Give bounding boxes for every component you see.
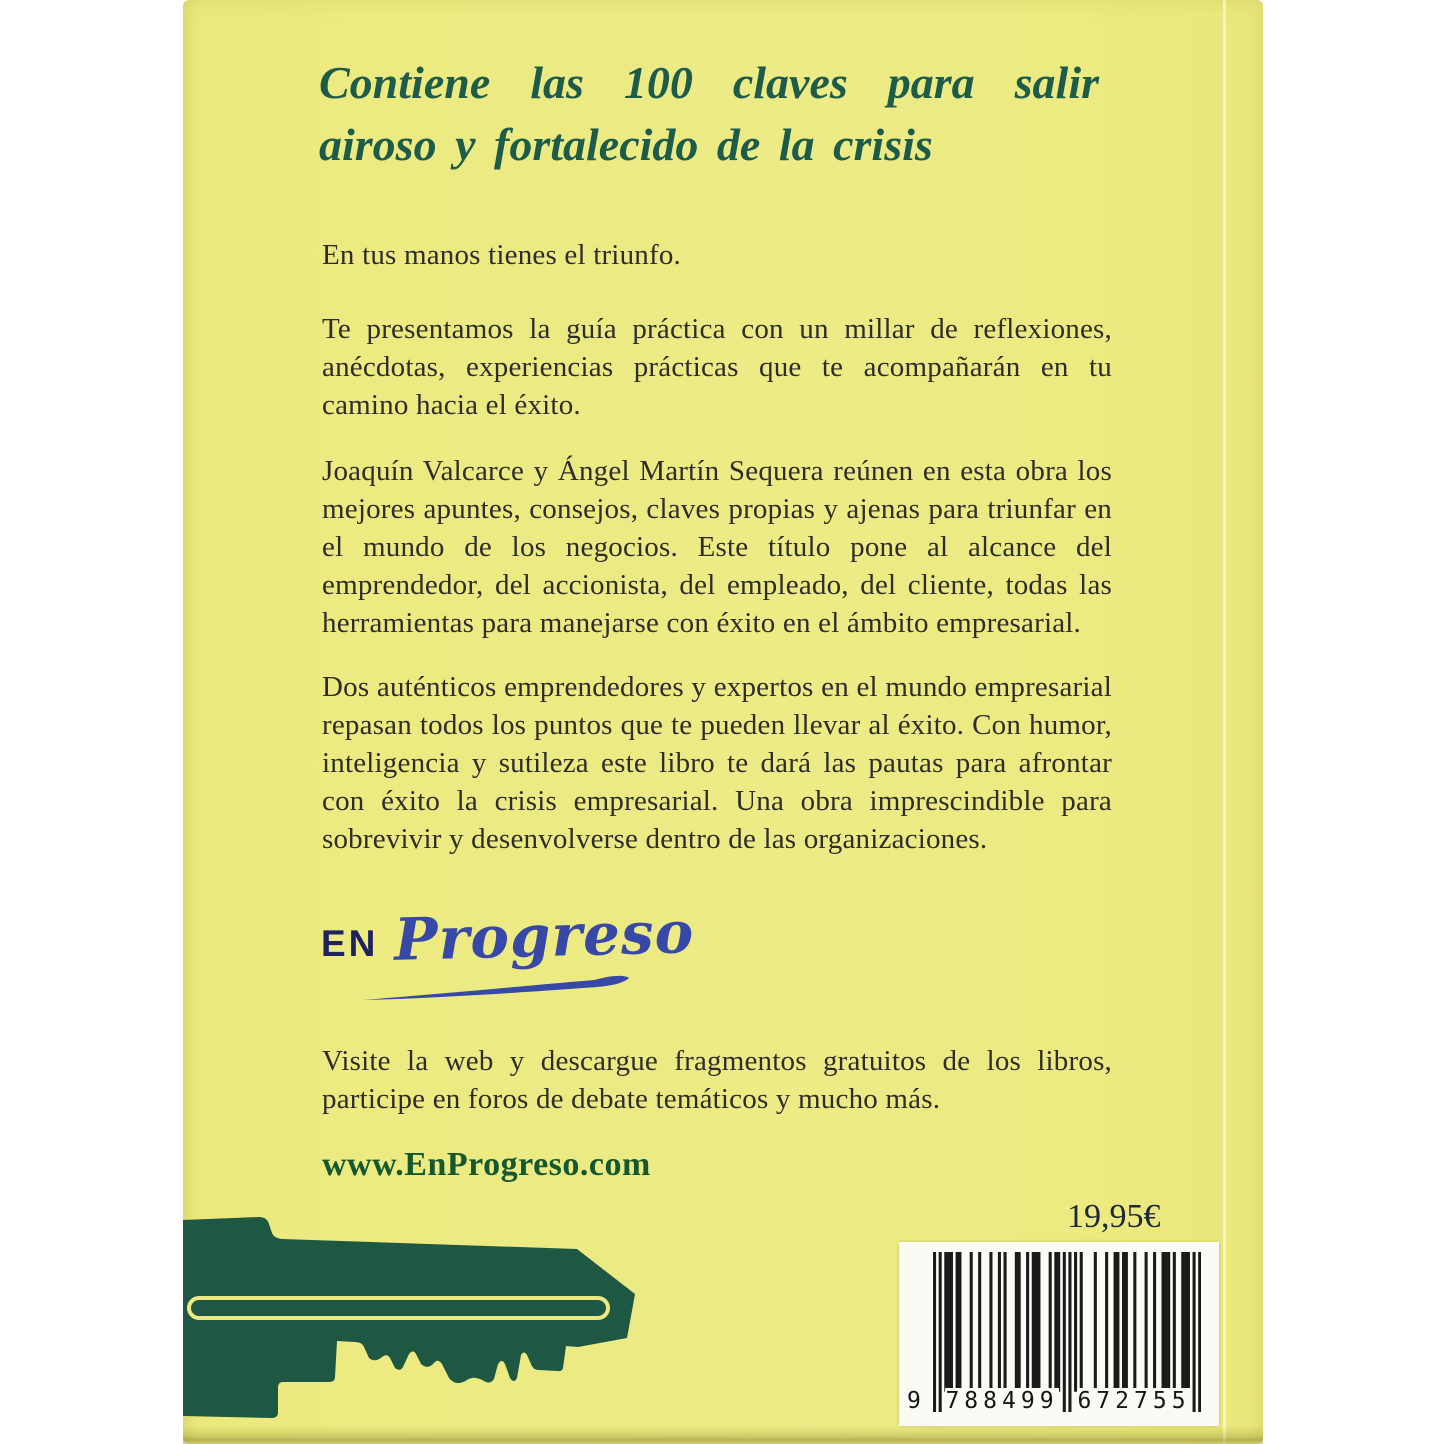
barcode-digit-group2: 672755 [1077,1388,1191,1414]
website-url: www.EnProgreso.com [322,1146,651,1183]
web-note: Visite la web y descargue fragmentos gratuitos de los libros, participe en foros de debate temáticos y mucho más. [322,1045,1112,1115]
synopsis-paragraph: Te presentamos la guía práctica con un millar de reflexiones, anécdotas, experiencias prácticas que te acompañarán en tu camino hacia el éxito. [322,313,1112,421]
logo-underline-icon [361,972,631,1002]
back-cover [183,0,1263,1444]
synopsis-paragraph: Dos auténticos emprendedores y expertos en el mundo empresarial repasan todos los puntos que te pueden llevar al éxito. Con humor, inteligencia y sutileza este libro te dará las pautas para afrontar con éxito la crisis empresarial. Una obra imprescindible para sobrevivir y desenvolverse dentro de las organizaciones. [322,671,1112,855]
publisher-logo-en: EN [321,923,379,964]
publisher-logo [321,898,696,974]
key-icon [183,1214,635,1428]
barcode-digit-group1: 788499 [945,1388,1059,1414]
headline-line1: Contiene las 100 claves para salir [319,57,1099,108]
barcode-digit-first: 9 [907,1388,921,1414]
cover-crease [1223,0,1226,1444]
cover-bottom-edge [183,1426,1263,1444]
publisher-logo-progreso: Progreso [393,898,696,974]
headline [319,52,1099,176]
synopsis-paragraph: En tus manos tienes el triunfo. [322,239,681,271]
barcode [899,1242,1219,1426]
headline-line2: airoso y fortalecido de la crisis [319,119,933,170]
price: 19,95€ [1067,1198,1161,1235]
synopsis-paragraph: Joaquín Valcarce y Ángel Martín Sequera reúnen en esta obra los mejores apuntes, consejos, claves propias y ajenas para triunfar en el mundo de los negocios. Este título pone al alcance del emprendedor, del accionista, del empleado, del cliente, todas las herramientas para manejarse con éxito en el ámbito empresarial. [322,455,1112,639]
